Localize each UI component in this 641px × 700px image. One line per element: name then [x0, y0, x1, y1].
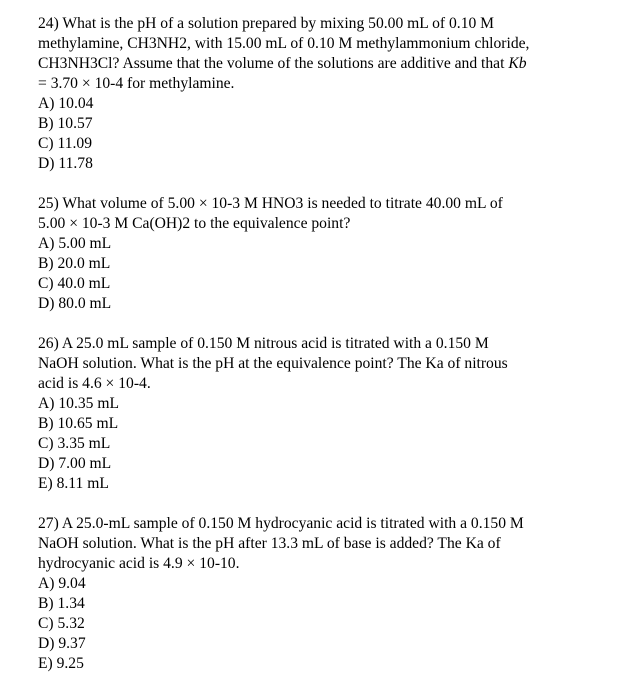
- answer-option: B) 20.0 mL: [38, 255, 111, 272]
- answer-option: C) 40.0 mL: [38, 275, 111, 292]
- answer-option: A) 9.04: [38, 575, 86, 592]
- answer-option: C) 3.35 mL: [38, 435, 111, 452]
- answer-options: [38, 234, 634, 314]
- question-line: 25) What volume of 5.00 × 10-3 M HNO3 is needed to titrate 40.00 mL of: [38, 195, 503, 212]
- answer-option: D) 80.0 mL: [38, 295, 112, 312]
- answer-option: D) 11.78: [38, 155, 93, 172]
- answer-option: E) 9.25: [38, 655, 84, 672]
- question-line: = 3.70 × 10-4 for methylamine.: [38, 75, 235, 92]
- question-27: [38, 514, 634, 674]
- question-line: NaOH solution. What is the pH at the equivalence point? The Ka of nitrous: [38, 355, 508, 372]
- worksheet-page: [38, 14, 634, 674]
- question-line: 27) A 25.0-mL sample of 0.150 M hydrocyanic acid is titrated with a 0.150 M: [38, 515, 524, 532]
- question-26: [38, 334, 634, 494]
- answer-option: C) 11.09: [38, 135, 92, 152]
- question-line: NaOH solution. What is the pH after 13.3 mL of base is added? The Ka of: [38, 535, 501, 552]
- answer-option: E) 8.11 mL: [38, 475, 109, 492]
- question-24: [38, 14, 634, 174]
- answer-option: D) 9.37: [38, 635, 86, 652]
- question-text: [38, 14, 634, 94]
- question-line: hydrocyanic acid is 4.9 × 10-10.: [38, 555, 240, 572]
- answer-options: [38, 394, 634, 494]
- answer-option: C) 5.32: [38, 615, 85, 632]
- question-line: acid is 4.6 × 10-4.: [38, 375, 151, 392]
- question-line: 24) What is the pH of a solution prepared by mixing 50.00 mL of 0.10 M: [38, 15, 495, 32]
- question-text: [38, 514, 634, 574]
- question-text: [38, 334, 634, 394]
- question-line-text: CH3NH3Cl? Assume that the volume of the solutions are additive and that: [38, 55, 509, 72]
- answer-option: B) 10.57: [38, 115, 93, 132]
- question-line: methylamine, CH3NH2, with 15.00 mL of 0.10 M methylammonium chloride,: [38, 35, 530, 52]
- answer-option: B) 10.65 mL: [38, 415, 119, 432]
- answer-options: [38, 574, 634, 674]
- answer-options: [38, 94, 634, 174]
- answer-option: A) 10.04: [38, 95, 94, 112]
- answer-option: A) 10.35 mL: [38, 395, 119, 412]
- question-line: 5.00 × 10-3 M Ca(OH)2 to the equivalence point?: [38, 215, 351, 232]
- kb-symbol: Kb: [508, 55, 527, 72]
- question-25: [38, 194, 634, 314]
- question-line: 26) A 25.0 mL sample of 0.150 M nitrous acid is titrated with a 0.150 M: [38, 335, 489, 352]
- answer-option: B) 1.34: [38, 595, 85, 612]
- answer-option: D) 7.00 mL: [38, 455, 112, 472]
- question-line: [38, 54, 634, 74]
- question-text: [38, 194, 634, 234]
- answer-option: A) 5.00 mL: [38, 235, 112, 252]
